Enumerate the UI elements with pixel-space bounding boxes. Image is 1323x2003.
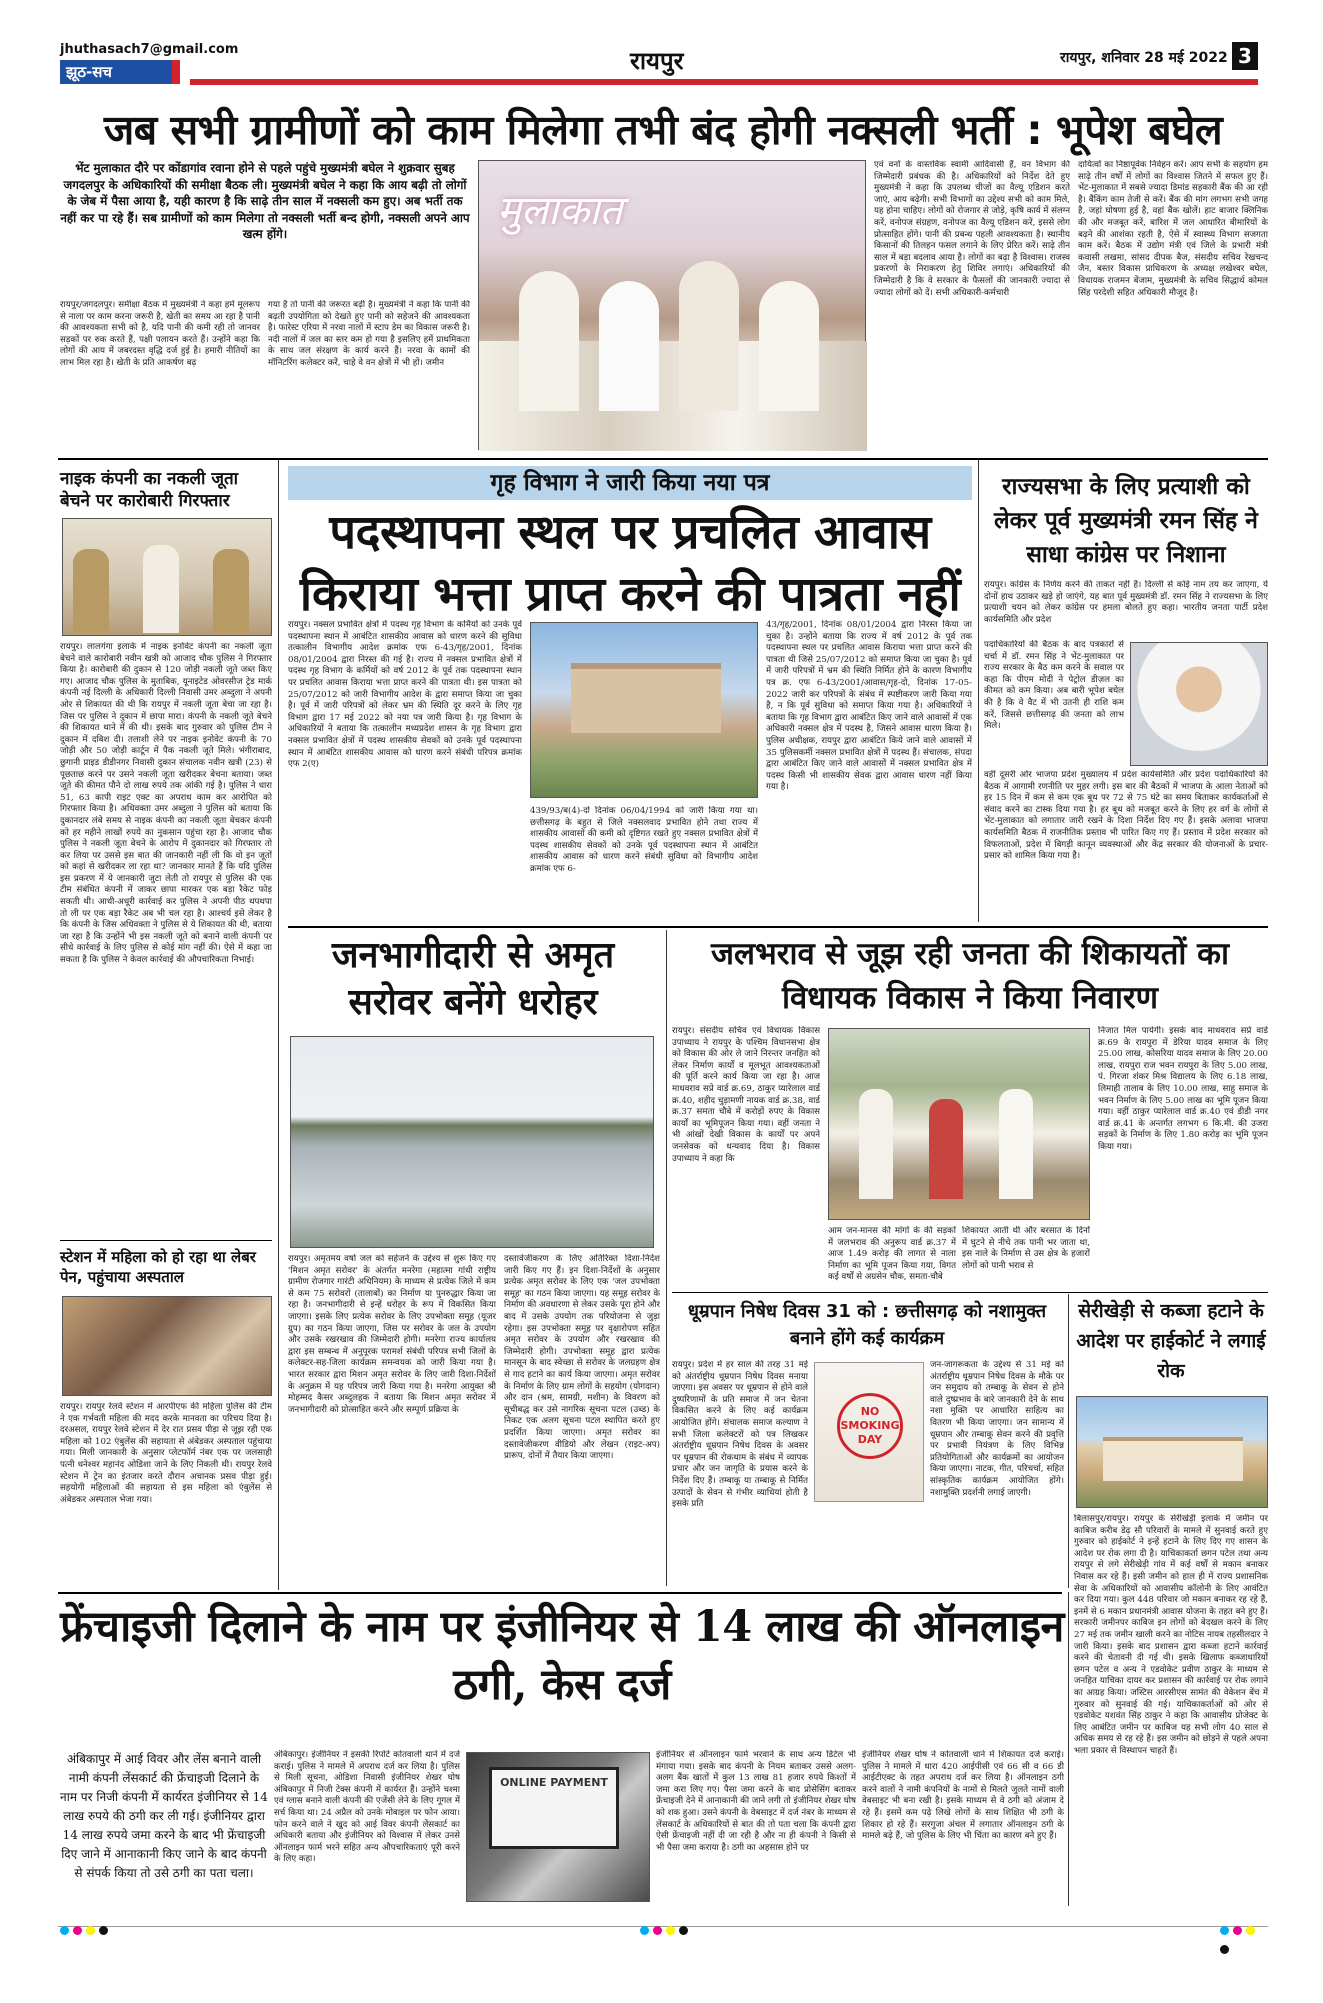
fraud-col-2: अंबिकापुर। इंजीनियर ने इसकी रिपोर्ट कोतवाली थाने में दर्ज कराई। पुलिस ने मामले में अपराध दर्ज कर लिया है। पुलिस से मिली सूचना, ओडिशा निवासी इंजीनियर शेखर घोष अंबिकापुर में निजी टेक्स कंपनी में कार्यरत हैं। उन्होंने चश्मा एवं ग्लास बनाने वाली कंपनी की एजेंसी लेने के लिए गूगल में सर्च किया था। 24 अप्रैल को उनके मोबाइल पर फोन आया। फोन करने वाले ने खुद को आई विवर कंपनी लेंसकार्ट का अधिकारी बताया और इंजीनियर को विश्वास में लेकर उनसे ऑनलाइन फार्म भरने सहित अन्य औपचारिकताएं पूरी करने के लिए कहा। <box>274 1750 460 1865</box>
no-smoking-icon <box>837 1393 903 1459</box>
fraud-photo-laptop <box>466 1752 650 1902</box>
rajyasabha-body-1: पदाधिकारियों की बैठक के बाद पत्रकारों से चर्चा में डॉ. रमन सिंह ने भेंट-मुलाकात पर राज्य सरकार के बैठ कम करने के सवाल पर कहा कि पीएम मोदी ने पेट्रोल डीज़ल का कीमत को कम किया। अब बारी भूपेश बघेल की है कि वे वैट में भी उतनी ही राशि कम करें, जिससे छत्तीसगढ़ की जनता को लाभ मिले। <box>984 640 1124 732</box>
jalbharav-col-4: निजात मिल पायेगी। इसके बाद माधवराव सप्रे वार्ड क्र.69 के रायपुरा में डेरिया यादव समाज के लिए 25.00 लाख, कोसरिया यादव समाज के लिए 20.00 लाख, रायपुरा राज भवन रायपुरा के लिए 5.00 लाख, पं. गिरजा शंकर मिश्र विद्यालय के लिए 6.18 लाख, लिमाही तालाब के लिए 10.00 लाख, साहु समाज के भवन निर्माण के लिए 5.00 लाख का भूमि पूजन किया गया। वहीं ठाकुर प्यारेलाल वार्ड क्र.40 एवं डीडी नगर वार्ड क्र.41 के अन्तर्गत लगभग 6 कि.मी. की उजरा सड़कों के निर्माण के लिए 1.80 करोड़ का भूमि पूजन किया गया। <box>1098 1026 1268 1152</box>
griha-col-1: रायपुर। नक्सल प्रभावित क्षेत्रों में पदस्थ गृह विभाग के कर्मियों को उनके पूर्व पदस्थापना स्थान में आबंटित शासकीय आवास को धारण करने की सुविधा तत्कालीन विभागीय आदेश क्रमांक एफ 6-43/गृह/2001, दिनांक 08/01/2004 द्वारा निरस्त की गई है। राज्य में नक्सल प्रभावित क्षेत्रों में पदस्थ गृह विभाग के कर्मियों को वर्ष 2012 के पूर्व तक पदस्थापना स्थान पर प्रचलित आवास किराया भत्ता प्राप्त करने की पात्रता थी। इस पात्रता को 25/07/2012 को जारी विभागीय आदेश के द्वारा समाप्त किया जा चुका है। पूर्व में जारी परिपत्रों को लेकर भ्रम की स्थिति दूर करने के लिए गृह विभाग द्वारा 17 मई 2022 को नया पत्र जारी किया है। गृह विभाग के अधिकारियों ने बताया कि तत्कालीन मध्यप्रदेश शासन के गृह विभाग द्वारा नक्सल प्रभावित क्षेत्रों में पदस्थ शासकीय सेवकों को उनके पूर्व पदस्थापना स्थान में आबंटित शासकीय आवास को धारण करने संबंधी परिपत्र क्रमांक एफ 2(ए) <box>288 620 522 770</box>
masthead-red-bar <box>190 79 1258 85</box>
griha-col-2: 439/93/ब(4)-दो दिनांक 06/04/1994 को जारी किया गया था। छत्तीसगढ़ के बहुत से जिले नक्सलवाद प्रभावित होने तथा राज्य में शासकीय आवासों की कमी को दृष्टिगत रखते हुए नक्सल प्रभावित क्षेत्रों में पदस्थ शासकीय सेवकों को उनके पूर्व पदस्थापना स्थान में आबंटित शासकीय आवास को धारण करने संबंधी सुविधा को विभागीय आदेश क्रमांक एफ 6- <box>530 806 758 874</box>
column-rule <box>1068 1294 1069 1588</box>
sign-text-2: SMOKING <box>840 1419 900 1432</box>
masthead-email: jhuthasach7@gmail.com <box>60 42 239 57</box>
jalbharav-col-3: शिकायत आती थी और बरसात के दिनों में घुटने से नीचे तक पानी भर जाता था, इस नाले के निर्माण से उस क्षेत्र के हजारों लोगों को पानी भराव से <box>962 1226 1090 1271</box>
smoking-photo-no-smoking-sign <box>814 1362 924 1502</box>
fraud-intro: अंबिकापुर में आई विवर और लेंस बनाने वाली नामी कंपनी लेंसकार्ट की फ्रेंचाइजी दिलाने के नाम पर निजी कंपनी में कार्यरत इंजीनियर से 14 लाख रुपये की ठगी कर ली गई। इंजीनियर द्वारा 14 लाख रुपये जमा करने के बाद भी फ्रेंचाइजी दिए जाने में आनाकानी किए जाने के बाद कंपनी से संपर्क किया तो उसे ठगी का पता चला। <box>60 1752 268 1880</box>
divider <box>60 1240 272 1241</box>
page-number: 3 <box>1232 42 1258 70</box>
griha-col-3: 43/गृह/2001, दिनांक 08/01/2004 द्वारा निरस्त किया जा चुका है। उन्होंने बताया कि राज्य में वर्ष 2012 के पूर्व तक पदस्थापना स्थल पर प्रचलित आवास किराया भत्ता प्राप्त करने की पात्रता थी जिसे 25/07/2012 को समाप्त किया जा चुका है। पूर्व में जारी परिपत्रों में भ्रम की स्थिति निर्मित होने के कारण विभागीय पत्र क्र. एफ 6-43/2001/आवास/गृह-दो, दिनांक 17-05-2022 जारी कर परिपत्रों के संबंध में स्पष्टीकरण जारी किया गया है, न कि पूर्व सुविधा को समाप्त किया गया है। अधिकारियों ने बताया कि गृह विभाग द्वारा आबंटित किए जाने वाले आवासों में एक अधिकारी नक्सल क्षेत्र में पदस्थ है, जिसने आवास धारण किया है। पुलिस अधीक्षक, रायपुर द्वारा आबंटित किये जाने वाले आवासों में 35 पुलिसकर्मी नक्सल प्रभावित क्षेत्रों में पदस्थ हैं। संचालक, संपदा द्वारा आबंटित किए जाने वाले आवासों में नक्सल प्रभावित क्षेत्र में पदस्थ किसी भी शासकीय सेवक द्वारा आवास धारण नहीं किया गया है। <box>766 620 972 793</box>
column-rule <box>978 460 979 922</box>
amrit-headline: जनभागीदारी से अमृत सरोवर बनेंगे धरोहर <box>331 935 615 1023</box>
griha-headline: पदस्थापना स्थल पर प्रचलित आवास किराया भत्ता प्राप्त करने की पात्रता नहीं <box>299 505 961 622</box>
column-rule <box>278 460 279 1590</box>
masthead <box>0 0 1323 88</box>
laptop-screen-text: ONLINE PAYMENT <box>500 1776 608 1789</box>
rajyasabha-photo-raman-singh <box>1130 642 1268 766</box>
smoking-col-1: रायपुर। प्रदेश में हर साल की तरह 31 मई को अंतर्राष्ट्रीय धूम्रपान निषेध दिवस मनाया जाएगा। इस अवसर पर धूम्रपान से होने वाले दुष्परिणामों के प्रति समाज में जन चेतना विकसित करने के लिए कई कार्यक्रम आयोजित होंगे। संचालक समाज कल्याण ने सभी जिला कलेक्टरों को पत्र लिखकर अंतर्राष्ट्रीय धूम्रपान निषेध दिवस के अवसर पर धूम्रपान की रोकथाम के संबंध में व्यापक प्रचार और जन जागृति के प्रयास करने के निर्देश दिए हैं। तम्बाकू या तम्बाकू से निर्मित उत्पादों के सेवन से गंभीर व्याधियां होती है इसके प्रति <box>672 1360 808 1510</box>
amrit-photo-lake <box>290 1036 654 1248</box>
divider <box>288 926 1268 928</box>
lead-intro: भेंट मुलाकात दौरे पर कोंडागांव रवाना होने से पहले पहुंचे मुख्यमंत्री बघेल ने शुक्रवार सुबह जगदलपुर के अधिकारियों की समीक्षा बैठक ली। मुख्यमंत्री बघेल ने कहा कि आय बढ़ी तो लोगों के जेब में पैसा आया है, यही कारण है कि साढ़े तीन साल में नक्सली कम हुए। अब भर्ती तक नहीं कर पा रहे हैं। सब ग्रामीणों को काम मिलेगा तो नक्सली भर्ती बन्द होगी, नक्सली अपने आप खत्म होंगे। <box>60 161 470 241</box>
lead-col-4: दायित्वों का निष्ठापूर्वक निर्वहन करें। आप सभी के सहयोग हम साढ़े तीन वर्षों में लोगों का विश्वास जितने में सफल हुए हैं। भेंट-मुलाकात में सबसे ज्यादा डिमांड सहकारी बैंक की आ रही है। बैंकिंग काम तेजी से करें। बैंक की मांग लगभग सभी जगह है, जहां घोषणा हुई है, वहां बैंक खोलें। हाट बाजार क्लिनिक की और मजबूत करें, बारिश में जल आधारित बीमारियों के बढ़ने की आशंका रहती है, ऐसे में स्वास्थ्य विभाग सजगता काम करें। बैठक में उद्योग मंत्री एवं जिले के प्रभारी मंत्री कवासी लखमा, सांसद दीपक बैज, संसदीय सचिव रेखचन्द जैन, बस्तर विकास प्राधिकरण के अध्यक्ष लखेश्वर बघेल, विधायक राजमन बेंजाम, मुख्यमंत्री के सचिव सिद्धार्थ कोमल सिंह परदेशी सहित अधिकारी मौजूद हैं। <box>1078 160 1268 298</box>
laptop-screen <box>489 1767 619 1849</box>
jalbharav-col-1: रायपुर। संसदीय सचिव एवं विधायक विकास उपाध्याय ने रायपुर के पश्चिम विधानसभा क्षेत्र को विकास की ओर ले जाने निरन्तर जनहित को लेकर निर्माण कार्यों व मूलभूत आवश्यकताओं की पूर्ति करने कार्य किया जा रहा है। आज माधवराव सप्रे वार्ड क्र.69, ठाकुर प्यारेलाल वार्ड क्र.40, शहीद चुड़ामणी नायक वार्ड क्र.38, वार्ड क्र.37 समता चौबे में करोड़ों रुपए के विकास कार्यों का भूमिपूजन किया गया। वहीं जनता ने भी आंखों देखी विकास के कार्यों पर अपने जनसेवक को धन्यवाद दिया है। विकास उपाध्याय ने कहा कि <box>672 1026 820 1164</box>
lead-photo-sign: मुलाकात <box>497 188 623 234</box>
column-rule <box>666 930 667 1586</box>
naik-headline: नाइक कंपनी का नकली जूता बेचने पर कारोबारी गिरफ्तार <box>60 469 239 511</box>
lead-headline: जब सभी ग्रामीणों को काम मिलेगा तभी बंद होगी नक्सली भर्ती : भूपेश बघेल <box>103 106 1223 154</box>
griha-kicker: गृह विभाग ने जारी किया नया पत्र <box>490 470 770 496</box>
divider <box>58 458 1268 460</box>
serikhedi-photo-high-court <box>1076 1396 1268 1508</box>
naik-body: रायपुर। लालगंगा इलाके में नाइक इनोवेट कंपनी का नकली जूता बेचने वाले कारोबारी नवीन खत्री को आजाद चौक पुलिस ने गिरफ्तार किया है। कारोबारी की दुकान से 120 जोड़ी नकली जूते जब्त किए गए। आजाद चौक पुलिस के मुताबिक, यूनाइटेड ओवरसीज ट्रेड मार्क कंपनी नई दिल्ली के अधिकारी दिल्ली निवासी उमर अब्दुला ने अपनी ओर से शिकायत की थी कि रायपुर में नकली जूता बेचा जा रहा है। जिस पर पुलिस ने दुकान में छापा मारा। कंपनी के नकली जूते बेचने की शिकायत थाने में की थी। इसके बाद गुरुवार को पुलिस टीम ने दुकान में दबिश दी। तलाशी लेने पर नाइक इनोवेट कंपनी के 70 जोड़ी और 50 जोड़ी कार्टून में पैक नकली जूते मिले। भंगीराबाद, छुगानी प्राइड डीडीनगर निवासी दुकान संचालक नवीन खत्री (23) से पूछताछ करने पर उसने नकली जूता खरीदकर बेचना बताया। जब्त जूते की कीमत पौने दो लाख रुपये तक आंकी गई है। पुलिस ने धारा 51, 63 कापी राइट एक्ट का अपराध काम कर आरोपित को गिरफ्तार किया है। अधिवक्ता उमर अब्दुला ने पुलिस को बताया कि दुकानदार लंबे समय से नाइक कंपनी का नकली जूता बेचकर कंपनी को हर महीने लाखों रुपये का नुकसान पहुंचा रहा है। आजाद चौक पुलिस ने नकली जूता बेचने के आरोप में दुकानदार को गिरफ्तार तो कर लिया पर उससे इस बात की जानकारी नहीं ली कि वो इन जूतों को कहां से खरीदकर ला रहा था? जानकार मानते हैं कि यदि पुलिस इस प्रकरण में ये जानकारी जुटा लेती तो रायपुर से पुलिस की एक टीम संबंधित कंपनी में जाकर छापा मारकर एक बड़ा रैकेट फोड़ सकती थी। आधी-अधूरी कार्रवाई कर पुलिस ने अपनी पीठ थपथपा तो ली पर एक बड़ा रैकेट अब भी चल रहा है। आश्चर्य इसे लेकर है कि कंपनी के जिस अधिवक्ता ने पुलिस से ये शिकायत की थी, बताया जा रहा है कि उन्होंने भी इस नकली जूते को बनाने वाली कंपनी पर सीधे कार्रवाई के लिए पुलिस से कोई मांग नहीं की। ऐसे में कहा जा सकता है कि पुलिस ने केवल कार्रवाई की औपचारिकता निभाई। <box>60 642 272 966</box>
smoking-col-2: जन-जागरूकता के उद्देश्य से 31 मई को अंतर्राष्ट्रीय धूम्रपान निषेध दिवस के मौके पर जन समुदाय को तम्बाकू के सेवन से होने वाले दुष्प्रभाव के बारे जानकारी देने के साथ नशा मुक्ति पर आधारित साहित्य का वितरण भी किया जाएगा। जन सामान्य में धूम्रपान और तम्बाकू सेवन करने की प्रवृत्ति पर प्रभावी नियंत्रण के लिए विभिन्न प्रतियोगिताओं और कार्यक्रमों का आयोजन किया जाएगा। नाटक, गीत, परिचर्चा, सहित सांस्कृतिक कार्यक्रम आयोजित होंगे। नशामुक्ति प्रदर्शनी लगाई जाएगी। <box>930 1360 1064 1498</box>
lead-col-2: गया है तो पानी की जरूरत बढ़ी है। मुख्यमंत्री ने कहा कि पानी की बढ़ती उपयोगिता को देखते हुए पानी को सहेजने की आवश्यकता है। फारेस्ट एरिया में नरवा नालों में स्टाप डेम का विकास जरूरी है। नदी नालों में जल का स्तर कम हो गया है इसलिए हमें प्राथमिकता के साथ जल संरक्षण के कार्य करने हैं। नरवा के कामों की मॉनिटरिंग कलेक्टर करें, चाहे वे वन क्षेत्रों में भी हों। जमीन <box>268 300 470 368</box>
rajyasabha-intro: रायपुर। कांग्रेस के निर्णय करने की ताकत नहीं है। दिल्ली से कोई नाम तय कर जाएगा, ये दोनों हाथ उठाकर खड़े हो जाएंगे, यह बात पूर्व मुख्यमंत्री डॉ. रमन सिंह ने राज्यसभा के लिए प्रत्याशी चयन को लेकर कांग्रेस पर हमला बोलते हुए कहा। भारतीय जनता पार्टी प्रदेश कार्यसमिति और प्रदेश <box>984 580 1268 625</box>
amrit-col-2: दस्तावेजीकरण के लिए अतिरिक्त दिशा-निर्देश जारी किए गए हैं। इन दिशा-निर्देशों के अनुसार प्रत्येक अमृत सरोवर के लिए एक 'जल उपभोक्ता समूह' का गठन किया जाएगा। यह समूह सरोवर के निर्माण की अवधारणा से लेकर उसके पूरा होने और बाद में उसके उपयोग तक परियोजना से जुड़ा रहेगा। इस उपभोक्ता समूह पर वृक्षारोपण सहित अमृत सरोवर के उपयोग और रखरखाव की जिम्मेदारी होगी। उपभोक्ता समूह द्वारा प्रत्येक मानसून के बाद स्वेच्छा से सरोवर के जलग्रहण क्षेत्र से गाद हटाने का कार्य किया जाएगा। अमृत सरोवर के निर्माण के लिए ग्राम लोगों के सहयोग (योगदान) और दान (श्रम, सामग्री, मशीन) के विवरण को सूचीबद्ध कर उसे नागरिक सूचना पटल (उब्ड) के निकट एक अलग सूचना पटल स्थापित करते हुए प्रदर्शित किया जाएगा। अमृत सरोवर का दस्तावेजीकरण वीडियो और लेखन (राइट-अप) प्रारूप, दोनों में तैयार किया जाएगा। <box>504 1254 660 1462</box>
serikhedi-body: बिलासपुर/रायपुर। रायपुर के सेरीखेड़ी इलाके में जमीन पर काबिज करीब डेढ़ सौ परिवारों के मामले में सुनवाई करते हुए गुरुवार को हाईकोर्ट ने इन्हें हटाने के लिए दिए गए शासन के आदेश पर रोक लगा दी है। याचिकाकर्ता छगन पटेल तथा अन्य रायपुर से लगे सेरीखेड़ी गांव में कई वर्षों से मकान बनाकर निवास कर रहे हैं। इसी जमीन को हाल ही में राज्य प्रशासनिक सेवा के अधिकारियों को आवासीय कॉलोनी के लिए आवंटित कर दिया गया। कुल 448 परिवार जो मकान बनाकर रह रहे हैं, इनमें से 6 मकान प्रधानमंत्री आवास योजना के तहत बने हुए हैं। सरकारी जमीनपर काबिज इन लोगों को बेदखल करने के लिए 27 मई तक जमीन खाली करने का नोटिस नायब तहसीलदार ने जारी किया। इसके बाद प्रशासन द्वारा कब्जा हटाने कार्रवाई करने की चेतावनी दी गई थी। इसके खिलाफ कब्जाधारियों छगन पटेल व अन्य ने एडवोकेट प्रवीण ठाकुर के माध्यम से जनहित याचिका दायर कर प्रशासन की कार्रवाई पर रोक लगाने का आग्रह किया। जस्टिस आरसीएस सामंत की वेकेशन बेंच में गुरुवार को सुनवाई की गई। याचिकाकर्ताओं को ओर से एडवोकेट यशवंत सिंह ठाकुर ने कहा कि आवासीय प्रोजेक्ट के लिए आबंटित जमीन पर काबिज यह सभी लोग 40 साल से अधिक समय से रह रहे हैं। इस जमीन को छोड़ने से पहले अपना भला प्रकार से विस्थापन चाहते हैं। <box>1074 1514 1268 1756</box>
smoking-headline: धूम्रपान निषेध दिवस 31 को : छत्तीसगढ़ को नशामुक्त बनाने होंगे कई कार्यक्रम <box>687 1301 1047 1349</box>
rajyasabha-body-2: वहीं दूसरी ओर भाजपा प्रदेश मुख्यालय में प्रदेश कार्यसमिति और प्रदेश पदाधिकारियों की बैठक में आगामी रणनीति पर मुहर लगी। इस बार की बैठकों में भाजपा के आला नेताओं को हर 15 दिन में कम से कम एक बूथ पर 72 से 75 घंटे का समय बिताकर कार्यकर्ताओं से संवाद करने का टास्क दिया गया है। हर बूथ को मजबूत करने के लिए हर वर्ग के लोगों से भेंट-मुलाकात को लगातार जारी रखने के दिशा निर्देश दिए गए हैं। इसके अलावा भाजपा कार्यसमिति बैठक में राजनीतिक प्रस्ताव भी पारित किए गए हैं। प्रस्ताव में प्रदेश सरकार को विफलताओं, प्रदेश में बिगड़ी कानून व्यवस्थाओं और केंद्र सरकार की योजनाओं के प्रचार-प्रसार को शामिल किया गया है। <box>984 770 1268 862</box>
jalbharav-col-2: आम जन-मानस की मांगों के की सड़कों में जलभराव की अनुरूप वार्ड क्र.37 में आज 1.49 करोड़ की लागत से नाला निर्माण का भूमि पूजन किया गया, विगत कई वर्षों से अग्रसेन चौक, समता-चौबे <box>828 1226 956 1283</box>
jalbharav-headline: जलभराव से जूझ रही जनता की शिकायतों का विधायक विकास ने किया निवारण <box>710 936 1230 1016</box>
lead-col-1: रायपुर/जगदलपुर। समीक्षा बैठक में मुख्यमंत्री ने कहा हमें मूलरूप से नाला पर काम करना जरूरी है, खेती का समय आ रहा है पानी की आवश्यकता सभी को है, यदि पानी की कमी रही तो जानवर सड़कों पर रुक करते हैं, पक्षी पलायन करते हैं। उन्होंने कहा कि लोगों की आय में जबरदस्त वृद्धि दर्ज हुई है। हमारी नीतियों का लाभ मिल रहा है। खेती के प्रति आकर्षण बढ़ <box>60 300 260 368</box>
masthead-logo: झूठ-सच <box>60 60 180 84</box>
rajyasabha-headline: राज्यसभा के लिए प्रत्याशी को लेकर पूर्व मुख्यमंत्री रमन सिंह ने साधा कांग्रेस पर निशाना <box>994 473 1258 568</box>
fraud-col-5: इंजीनियर शेखर घोष ने कोतवाली थाने में शिकायत दर्ज कराई। पुलिस ने मामले में धारा 420 आईपीसी एवं 66 सी व 66 डी आईटीएक्ट के तहत अपराध दर्ज कर लिया है। ऑनलाइन ठगी करने वालों ने नामी कंपनियों के नामों से मिलते जुलते नामों वाली वेबसाइट भी बना रखी है। इसके माध्यम से वे ठगी को अंजाम दे रहे हैं। इसमें कम पढ़े लिखे लोगों के साथ शिक्षित भी ठगी के शिकार हो रहे हैं। सरगुजा अंचल में लगातार ऑनलाइन ठगी के मामले बढ़े हैं, जो पुलिस के लिए भी चिंता का कारण बने हुए हैं। <box>862 1750 1064 1842</box>
jalbharav-photo-bhoomipujan <box>828 1028 1090 1220</box>
amrit-col-1: रायपुर। अमृतमय वर्षा जल को सहेजने के उद्देश्य से शुरू किए गए 'मिशन अमृत सरोवर' के अंतर्गत मनरेगा (महात्मा गांधी राष्ट्रीय ग्रामीण रोजगार गारंटी अधिनियम) के माध्यम से प्रत्येक जिले में कम से कम 75 सरोवरों (तालाबों) का निर्माण या पुनरुद्धार किया जा रहा है। जनभागीदारी से इन्हें धरोहर के रूप में विकसित किया जाएगा। इसके लिए प्रत्येक सरोवर के लिए उपभोक्ता समूह (यूजर ग्रुप) का गठन किया जाएगा, जिस पर सरोवर के जल के उपयोग और उसके रखरखाव की जिम्मेदारी होगी। मनरेगा राज्य कार्यालय द्वारा इस सम्बन्ध में अनुपूरक परामर्श संबंधी परिपत्र सभी जिलों के कलेक्टर-सह-जिला कार्यक्रम समन्वयक को जारी किया गया है। भारत सरकार द्वारा मिशन अमृत सरोवर के लिए जारी दिशा-निर्देशों के अनुक्रम में यह परिपत्र जारी किया गया है। मनरेगा आयुक्त श्री मोहम्मद कैसर अब्दुलहक ने बताया कि मिशन अमृत सरोवर में जनभागीदारी को प्रोत्साहित करने और सम्पूर्ण प्रक्रिया के <box>288 1254 496 1415</box>
lead-col-3: एवं वनों के वास्तविक स्वामी आदिवासी हैं, वन विभाग की जिम्मेदारी प्रबंधक की है। अधिकारियों को निर्देश देते हुए मुख्यमंत्री ने कहा कि उपलब्ध चीजों का वैल्यू एडिशन करते जाएं, आय बढ़ेगी। सभी विभागों का उद्देश्य सभी को काम मिले, यह होना चाहिए। लोगों को रोजगार से जोड़े, कृषि कार्य में संलग्न करें, वनोपज संग्रहण, वनोपज का वैल्यू एडिशन करें, इससे लोग प्रोत्साहित होंगे। पानी की प्रबन्ध पहली आवश्यकता है। स्थानीय किसानों की तिलहन फसल लगाने के लिए प्रेरित करें। साढ़े तीन साल में बड़ा बदलाव आया है। लोगों का बढ़ा है विश्वास। राजस्व प्रकरणों के निराकरण हेतु शिविर लगाएं। अधिकारियों की जिम्मेदारी है कि वे सरकार के फैसलों की जानकारी ज्यादा से ज्यादा लोगों को दें। सभी अधिकारी-कर्मचारी <box>874 160 1070 298</box>
masthead-date: रायपुर, शनिवार 28 मई 2022 <box>1060 50 1228 66</box>
station-body: रायपुर। रायपुर रेलवे स्टेशन में आरपीएफ की महिला पुलिस की टीम ने एक गर्भवती महिला की मदद करके मानवता का परिचय दिया है। दरअसल, रायपुर रेलवे स्टेशन में देर रात प्रसव पीड़ा से जूझ रही एक महिला को 102 एंबुलेंस की सहायता से अंबेडकर अस्पताल पहुंचाया गया। मिली जानकारी के अनुसार प्लेटफॉर्म नंबर एक पर जलसाही पत्नी धनेश्वर महानंद ओडिशा जाने के लिए निकली थी। रायपुर रेलवे स्टेशन में ट्रेन का इंतजार करते दौरान अचानक प्रसव पीड़ा हुई। सहयोगी महिलाओं की सहायता से इस महिला को एंबुलेंस से अंबेडकर अस्पताल भेजा गया। <box>60 1402 272 1505</box>
divider <box>672 1292 1268 1293</box>
divider <box>58 1592 1062 1594</box>
column-rule <box>1068 1592 1069 1906</box>
station-photo <box>62 1296 272 1396</box>
fraud-col-4: इंजीनियर से ऑनलाइन फार्म भरवाने के साथ अन्य डिटेल भी मंगाया गया। इसके बाद कंपनी के नियम बताकर उससे अलग-अलग बैंक खातों में कुल 13 लाख 81 हजार रुपये किश्तों में जमा करा लिए गए। पैसा जमा करने के बाद प्रोसेसिंग बताकर फ्रेंचाइजी देने में आनाकानी की जाने लगी तो इंजीनियर शेखर घोष को शक हुआ। उसने कंपनी के वेबसाइट में दर्ज नंबर के माध्यम से लेंसकार्ट के अधिकारियों से बात की तो पता चला कि कंपनी द्वारा ऐसी फ्रेंचाइजी नहीं दी जा रही है और ना ही कंपनी ने किसी से भी पैसा जमा कराया है। ठगी का अहसास होने पर <box>656 1750 856 1853</box>
griha-photo-building <box>530 622 758 798</box>
griha-kicker-bar <box>288 466 972 500</box>
serikhedi-headline: सेरीखेड़ी से कब्जा हटाने के आदेश पर हाईकोर्ट ने लगाई रोक <box>1076 1300 1266 1382</box>
footer-registration-marks <box>58 1920 1268 1934</box>
lead-photo-cm-meeting <box>478 160 866 450</box>
station-headline: स्टेशन में महिला को हो रहा था लेबर पेन, पहुंचाया अस्पताल <box>60 1248 256 1286</box>
sign-text-3: DAY <box>857 1433 883 1446</box>
naik-photo-arrest <box>62 518 272 636</box>
sign-text-1: NO <box>860 1405 880 1418</box>
fraud-headline: फ्रेंचाइजी दिलाने के नाम पर इंजीनियर से 14 लाख की ऑनलाइन ठगी, केस दर्ज <box>60 1602 1064 1710</box>
masthead-city: रायपुर <box>630 47 684 75</box>
